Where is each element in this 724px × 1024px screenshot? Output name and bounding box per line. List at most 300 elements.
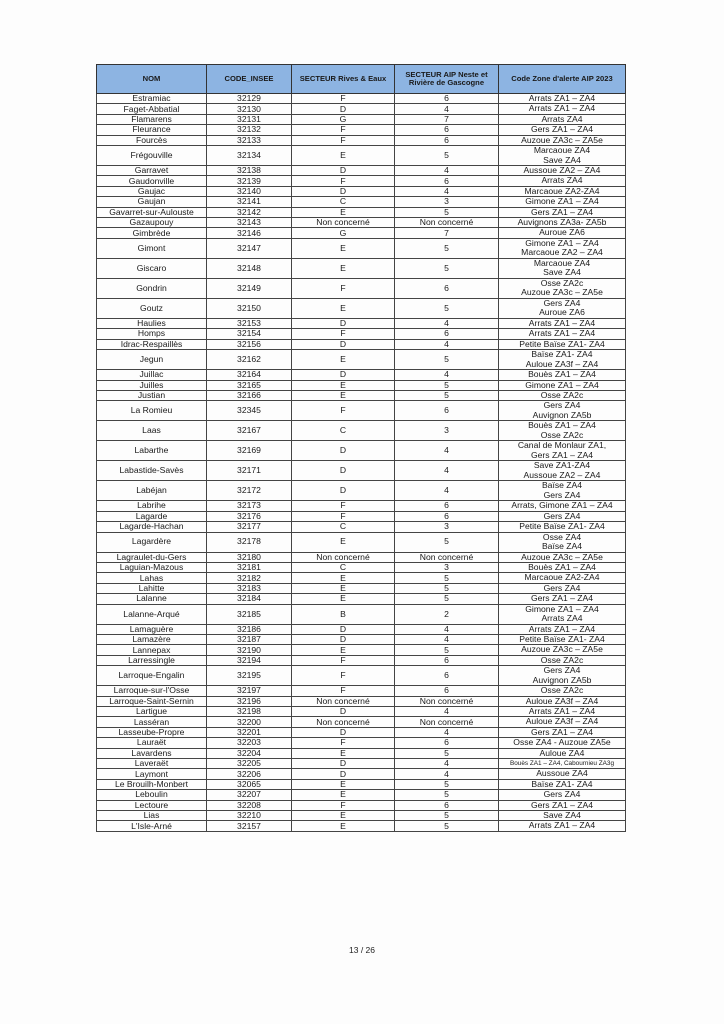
header-code-insee: CODE_INSEE — [207, 65, 292, 94]
zone-line: Gers ZA1 – ZA4 — [530, 727, 594, 737]
cell-zone-alerte — [499, 624, 626, 634]
cell-nom: Lavardens — [97, 748, 207, 758]
cell-zone-alerte — [499, 645, 626, 655]
cell-zone-alerte — [499, 318, 626, 328]
zone-line: Auroue ZA6 — [539, 307, 585, 318]
cell-zone-alerte — [499, 481, 626, 501]
zone-line: Aussoue ZA4 — [536, 768, 588, 779]
cell-zone-alerte — [499, 125, 626, 135]
zone-line: Arrats ZA1 – ZA4 — [528, 318, 596, 328]
zone-line: Baïse ZA1- ZA4 — [531, 349, 593, 360]
cell-code-insee: 32198 — [207, 707, 292, 717]
zone-line: Save ZA4 — [543, 267, 581, 278]
cell-code-insee: 32206 — [207, 769, 292, 779]
cell-secteur-rives-eaux: D — [292, 759, 395, 769]
cell-code-insee: 32171 — [207, 461, 292, 481]
table-row — [97, 350, 626, 370]
cell-code-insee: 32177 — [207, 522, 292, 532]
cell-code-insee: 32169 — [207, 441, 292, 461]
cell-code-insee: 32166 — [207, 390, 292, 400]
cell-zone-alerte — [499, 166, 626, 176]
cell-secteur-aip: 5 — [395, 573, 499, 583]
cell-secteur-aip: 4 — [395, 166, 499, 176]
cell-secteur-rives-eaux: D — [292, 624, 395, 634]
cell-zone-alerte — [499, 238, 626, 258]
zone-line: Arrats ZA1 – ZA4 — [528, 93, 596, 103]
cell-zone-alerte — [499, 594, 626, 604]
cell-nom: Lagarde-Hachan — [97, 522, 207, 532]
cell-secteur-aip: Non concerné — [395, 218, 499, 228]
cell-nom: Flamarens — [97, 114, 207, 124]
cell-secteur-aip: 5 — [395, 811, 499, 821]
cell-nom: Lectoure — [97, 800, 207, 810]
zone-line: Osse ZA2c — [540, 429, 584, 440]
cell-zone-alerte — [499, 278, 626, 298]
cell-code-insee: 32187 — [207, 634, 292, 644]
table-row — [97, 441, 626, 461]
cell-secteur-rives-eaux: B — [292, 604, 395, 624]
cell-zone-alerte — [499, 583, 626, 593]
cell-zone-alerte — [499, 696, 626, 706]
table-row — [97, 800, 626, 810]
zone-line: Marcaoue ZA2-ZA4 — [524, 186, 600, 196]
cell-code-insee: 32143 — [207, 218, 292, 228]
cell-zone-alerte — [499, 790, 626, 800]
cell-code-insee: 32141 — [207, 197, 292, 207]
cell-secteur-aip: 4 — [395, 634, 499, 644]
table-row — [97, 769, 626, 779]
cell-zone-alerte — [499, 197, 626, 207]
table-header-row — [97, 65, 626, 94]
zone-line: Gers ZA4 — [543, 400, 581, 411]
cell-nom: Lamazère — [97, 634, 207, 644]
zone-line: Auloue ZA3f – ZA4 — [525, 696, 599, 706]
table-body — [97, 94, 626, 832]
table-row — [97, 421, 626, 441]
cell-secteur-rives-eaux: C — [292, 421, 395, 441]
cell-nom: Larressingle — [97, 655, 207, 665]
cell-secteur-aip: 6 — [395, 401, 499, 421]
cell-secteur-aip: 6 — [395, 125, 499, 135]
table-row — [97, 624, 626, 634]
cell-code-insee: 32195 — [207, 666, 292, 686]
table-row — [97, 258, 626, 278]
cell-zone-alerte — [499, 779, 626, 789]
cell-zone-alerte — [499, 298, 626, 318]
cell-nom: Gondrin — [97, 278, 207, 298]
cell-code-insee: 32139 — [207, 176, 292, 186]
cell-nom: La Romieu — [97, 401, 207, 421]
cell-nom: Labrihe — [97, 501, 207, 511]
zone-line: Arrats ZA1 – ZA4 — [528, 706, 596, 716]
cell-secteur-aip: 3 — [395, 197, 499, 207]
table-row — [97, 218, 626, 228]
cell-secteur-rives-eaux: F — [292, 176, 395, 186]
page-number: 13 / 26 — [349, 945, 375, 955]
cell-secteur-aip: 7 — [395, 228, 499, 238]
cell-code-insee: 32205 — [207, 759, 292, 769]
cell-zone-alerte — [499, 146, 626, 166]
cell-zone-alerte — [499, 511, 626, 521]
cell-code-insee: 32149 — [207, 278, 292, 298]
cell-secteur-rives-eaux: E — [292, 645, 395, 655]
table-row — [97, 401, 626, 421]
table-row — [97, 594, 626, 604]
cell-secteur-rives-eaux: E — [292, 821, 395, 831]
zone-line: Save ZA4 — [543, 154, 581, 165]
table-row — [97, 380, 626, 390]
cell-zone-alerte — [499, 800, 626, 810]
table-row — [97, 696, 626, 706]
cell-code-insee: 32142 — [207, 207, 292, 217]
cell-secteur-rives-eaux: D — [292, 727, 395, 737]
cell-zone-alerte — [499, 421, 626, 441]
cell-zone-alerte — [499, 707, 626, 717]
cell-zone-alerte — [499, 552, 626, 562]
table-row — [97, 634, 626, 644]
cell-nom: Gavarret-sur-Aulouste — [97, 207, 207, 217]
cell-secteur-rives-eaux: G — [292, 228, 395, 238]
cell-zone-alerte — [499, 532, 626, 552]
cell-secteur-rives-eaux: F — [292, 94, 395, 104]
cell-secteur-rives-eaux: Non concerné — [292, 218, 395, 228]
cell-secteur-aip: 4 — [395, 104, 499, 114]
table-row — [97, 686, 626, 696]
table-row — [97, 166, 626, 176]
cell-secteur-rives-eaux: F — [292, 738, 395, 748]
zone-line: Bouès ZA1 – ZA4, Cabournieu ZA3g — [509, 760, 615, 768]
communes-table — [96, 64, 626, 832]
cell-zone-alerte — [499, 562, 626, 572]
zone-line: Auloue ZA4 — [539, 748, 585, 758]
header-secteur-rives-eaux: SECTEUR Rives & Eaux — [292, 65, 395, 94]
table-row — [97, 821, 626, 831]
cell-nom: Lamaguère — [97, 624, 207, 634]
zone-line: Marcaoue ZA2-ZA4 — [524, 572, 600, 583]
zone-line: Save ZA4 — [543, 810, 581, 821]
cell-zone-alerte — [499, 380, 626, 390]
zone-line: Gers ZA1 – ZA4 — [530, 593, 594, 604]
cell-code-insee: 32204 — [207, 748, 292, 758]
table-row — [97, 390, 626, 400]
cell-zone-alerte — [499, 604, 626, 624]
cell-secteur-rives-eaux: D — [292, 318, 395, 328]
cell-secteur-rives-eaux: E — [292, 298, 395, 318]
zone-line: Gers ZA4 — [543, 665, 581, 676]
zone-line: Bouès ZA1 – ZA4 — [528, 562, 596, 572]
cell-nom: Homps — [97, 329, 207, 339]
zone-line: Baïse ZA4 — [541, 541, 583, 552]
cell-nom: Laymont — [97, 769, 207, 779]
table-row — [97, 329, 626, 339]
cell-secteur-aip: 6 — [395, 655, 499, 665]
cell-nom: Labarthe — [97, 441, 207, 461]
zone-line: Gers ZA1 – ZA4 — [530, 124, 594, 135]
cell-nom: Larroque-Saint-Sernin — [97, 696, 207, 706]
cell-zone-alerte — [499, 634, 626, 644]
cell-secteur-aip: 6 — [395, 666, 499, 686]
zone-line: Gers ZA4 — [543, 298, 581, 308]
cell-zone-alerte — [499, 769, 626, 779]
cell-secteur-aip: 5 — [395, 594, 499, 604]
cell-nom: Juilles — [97, 380, 207, 390]
table-row — [97, 278, 626, 298]
cell-secteur-aip: 5 — [395, 350, 499, 370]
cell-secteur-rives-eaux: E — [292, 146, 395, 166]
cell-secteur-rives-eaux: C — [292, 562, 395, 572]
cell-nom: Lauraët — [97, 738, 207, 748]
zone-line: Auloue ZA3f – ZA4 — [525, 358, 599, 369]
zone-line: Osse ZA2c — [540, 278, 584, 288]
zone-line: Baïse ZA1- ZA4 — [531, 779, 593, 789]
header-nom: NOM — [97, 65, 207, 94]
cell-secteur-aip: 3 — [395, 522, 499, 532]
cell-zone-alerte — [499, 686, 626, 696]
table-row — [97, 707, 626, 717]
cell-code-insee: 32181 — [207, 562, 292, 572]
cell-nom: Lannepax — [97, 645, 207, 655]
cell-secteur-aip: 4 — [395, 370, 499, 380]
table-row — [97, 748, 626, 758]
zone-line: Auzoue ZA3c – ZA5e — [521, 552, 603, 562]
cell-secteur-rives-eaux: E — [292, 790, 395, 800]
zone-line: Arrats ZA4 — [541, 175, 583, 186]
cell-nom: Lasseube-Propre — [97, 727, 207, 737]
table-row — [97, 655, 626, 665]
cell-nom: Haulies — [97, 318, 207, 328]
table-row — [97, 738, 626, 748]
cell-code-insee: 32173 — [207, 501, 292, 511]
cell-nom: Lalanne — [97, 594, 207, 604]
zone-line: Gimone ZA1 – ZA4 — [525, 380, 599, 390]
cell-nom: Jegun — [97, 350, 207, 370]
cell-code-insee: 32201 — [207, 727, 292, 737]
table-row — [97, 779, 626, 789]
table-row — [97, 532, 626, 552]
cell-nom: Lahas — [97, 573, 207, 583]
cell-code-insee: 32203 — [207, 738, 292, 748]
cell-nom: Faget-Abbatial — [97, 104, 207, 114]
cell-zone-alerte — [499, 441, 626, 461]
cell-zone-alerte — [499, 390, 626, 400]
cell-nom: Laas — [97, 421, 207, 441]
cell-secteur-rives-eaux: E — [292, 748, 395, 758]
cell-nom: Frégouville — [97, 146, 207, 166]
cell-code-insee: 32133 — [207, 135, 292, 145]
cell-nom: Garravet — [97, 166, 207, 176]
cell-zone-alerte — [499, 228, 626, 238]
zone-line: Arrats ZA4 — [541, 114, 583, 124]
cell-secteur-aip: Non concerné — [395, 696, 499, 706]
cell-code-insee: 32147 — [207, 238, 292, 258]
table-row — [97, 666, 626, 686]
table-row — [97, 562, 626, 572]
cell-code-insee: 32138 — [207, 166, 292, 176]
cell-secteur-aip: 6 — [395, 501, 499, 511]
cell-secteur-rives-eaux: D — [292, 104, 395, 114]
cell-secteur-rives-eaux: E — [292, 350, 395, 370]
cell-secteur-aip: 4 — [395, 441, 499, 461]
table-row — [97, 790, 626, 800]
table-row — [97, 104, 626, 114]
cell-nom: Fourcès — [97, 135, 207, 145]
cell-secteur-aip: 5 — [395, 258, 499, 278]
table-row — [97, 146, 626, 166]
cell-secteur-rives-eaux: D — [292, 481, 395, 501]
cell-nom: Labastide-Savès — [97, 461, 207, 481]
cell-secteur-aip: 4 — [395, 461, 499, 481]
zone-line: Arrats ZA1 – ZA4 — [528, 624, 596, 634]
cell-nom: Le Brouilh-Monbert — [97, 779, 207, 789]
zone-line: Aussoue ZA2 – ZA4 — [523, 469, 601, 480]
cell-zone-alerte — [499, 370, 626, 380]
zone-line: Arrats ZA1 – ZA4 — [528, 328, 596, 339]
cell-secteur-aip: 5 — [395, 298, 499, 318]
zone-line: Auvignon ZA5b — [532, 674, 592, 685]
cell-secteur-aip: 5 — [395, 238, 499, 258]
cell-secteur-rives-eaux: E — [292, 238, 395, 258]
cell-secteur-rives-eaux: F — [292, 511, 395, 521]
zone-line: Osse ZA2c — [540, 390, 584, 400]
cell-nom: Gaujan — [97, 197, 207, 207]
cell-secteur-aip: 5 — [395, 821, 499, 831]
cell-nom: Lahitte — [97, 583, 207, 593]
cell-code-insee: 32065 — [207, 779, 292, 789]
cell-secteur-rives-eaux: D — [292, 461, 395, 481]
table-row — [97, 759, 626, 769]
table-row — [97, 645, 626, 655]
cell-secteur-aip: 6 — [395, 176, 499, 186]
cell-secteur-aip: 3 — [395, 562, 499, 572]
table-row — [97, 481, 626, 501]
cell-secteur-aip: 5 — [395, 390, 499, 400]
cell-secteur-rives-eaux: D — [292, 707, 395, 717]
cell-code-insee: 32190 — [207, 645, 292, 655]
cell-zone-alerte — [499, 811, 626, 821]
zone-line: Gers ZA1 – ZA4 — [530, 207, 594, 217]
zone-line: Gimone ZA1 – ZA4 — [525, 196, 599, 207]
cell-nom: Gaudonville — [97, 176, 207, 186]
zone-line: Auloue ZA3f – ZA4 — [525, 716, 599, 727]
cell-code-insee: 32180 — [207, 552, 292, 562]
zone-line: Arrats, Gimone ZA1 – ZA4 — [511, 500, 613, 511]
cell-nom: Lagardère — [97, 532, 207, 552]
zone-line: Osse ZA2c — [540, 655, 584, 665]
cell-zone-alerte — [499, 207, 626, 217]
table-row — [97, 125, 626, 135]
cell-nom: Larroque-sur-l'Osse — [97, 686, 207, 696]
zone-line: Auvignon ZA5b — [532, 409, 592, 420]
cell-secteur-aip: 5 — [395, 790, 499, 800]
cell-nom: Justian — [97, 390, 207, 400]
cell-zone-alerte — [499, 748, 626, 758]
cell-secteur-rives-eaux: F — [292, 800, 395, 810]
cell-zone-alerte — [499, 186, 626, 196]
cell-secteur-rives-eaux: E — [292, 532, 395, 552]
table-row — [97, 176, 626, 186]
cell-zone-alerte — [499, 501, 626, 511]
cell-nom: L'Isle-Arné — [97, 821, 207, 831]
table-row — [97, 552, 626, 562]
cell-secteur-rives-eaux: F — [292, 401, 395, 421]
cell-secteur-rives-eaux: D — [292, 339, 395, 349]
zone-line: Gimone ZA1 – ZA4 — [525, 238, 599, 248]
cell-code-insee: 32140 — [207, 186, 292, 196]
cell-code-insee: 32156 — [207, 339, 292, 349]
table-row — [97, 573, 626, 583]
table-row — [97, 339, 626, 349]
cell-secteur-rives-eaux: E — [292, 573, 395, 583]
cell-nom: Estramiac — [97, 94, 207, 104]
cell-zone-alerte — [499, 522, 626, 532]
cell-zone-alerte — [499, 258, 626, 278]
cell-secteur-aip: 5 — [395, 532, 499, 552]
cell-code-insee: 32197 — [207, 686, 292, 696]
cell-secteur-rives-eaux: E — [292, 594, 395, 604]
cell-code-insee: 32132 — [207, 125, 292, 135]
cell-nom: Juillac — [97, 370, 207, 380]
cell-secteur-rives-eaux: E — [292, 380, 395, 390]
cell-code-insee: 32167 — [207, 421, 292, 441]
table-row — [97, 94, 626, 104]
cell-secteur-rives-eaux: F — [292, 135, 395, 145]
cell-secteur-aip: 5 — [395, 207, 499, 217]
table-row — [97, 186, 626, 196]
cell-nom: Lagraulet-du-Gers — [97, 552, 207, 562]
cell-code-insee: 32210 — [207, 811, 292, 821]
cell-secteur-rives-eaux: F — [292, 125, 395, 135]
cell-secteur-aip: 4 — [395, 759, 499, 769]
cell-nom: Gazaupouy — [97, 218, 207, 228]
cell-secteur-aip: 4 — [395, 624, 499, 634]
cell-zone-alerte — [499, 176, 626, 186]
zone-line: Bouès ZA1 – ZA4 — [528, 420, 596, 431]
cell-code-insee: 32131 — [207, 114, 292, 124]
cell-secteur-rives-eaux: D — [292, 370, 395, 380]
cell-code-insee: 32150 — [207, 298, 292, 318]
zone-line: Auzoue ZA3c – ZA5e — [521, 287, 603, 298]
cell-secteur-aip: 2 — [395, 604, 499, 624]
zone-line: Arrats ZA4 — [541, 613, 583, 624]
cell-code-insee: 32162 — [207, 350, 292, 370]
cell-code-insee: 32130 — [207, 104, 292, 114]
cell-secteur-rives-eaux: C — [292, 197, 395, 207]
cell-secteur-aip: 7 — [395, 114, 499, 124]
cell-zone-alerte — [499, 759, 626, 769]
cell-zone-alerte — [499, 104, 626, 114]
cell-secteur-rives-eaux: D — [292, 166, 395, 176]
zone-line: Aussoue ZA2 – ZA4 — [523, 165, 601, 176]
cell-nom: Giscaro — [97, 258, 207, 278]
zone-line: Osse ZA4 — [542, 532, 582, 542]
cell-code-insee: 32208 — [207, 800, 292, 810]
cell-nom: Lasséran — [97, 717, 207, 727]
cell-zone-alerte — [499, 573, 626, 583]
cell-nom: Leboulin — [97, 790, 207, 800]
header-code-zone-alerte: Code Zone d'alerte AIP 2023 — [499, 65, 626, 94]
cell-secteur-rives-eaux: C — [292, 522, 395, 532]
cell-zone-alerte — [499, 666, 626, 686]
cell-code-insee: 32183 — [207, 583, 292, 593]
cell-zone-alerte — [499, 655, 626, 665]
cell-zone-alerte — [499, 717, 626, 727]
cell-secteur-rives-eaux: E — [292, 583, 395, 593]
cell-secteur-aip: Non concerné — [395, 552, 499, 562]
cell-secteur-aip: 4 — [395, 481, 499, 501]
cell-secteur-aip: 4 — [395, 339, 499, 349]
cell-zone-alerte — [499, 94, 626, 104]
cell-nom: Lagarde — [97, 511, 207, 521]
